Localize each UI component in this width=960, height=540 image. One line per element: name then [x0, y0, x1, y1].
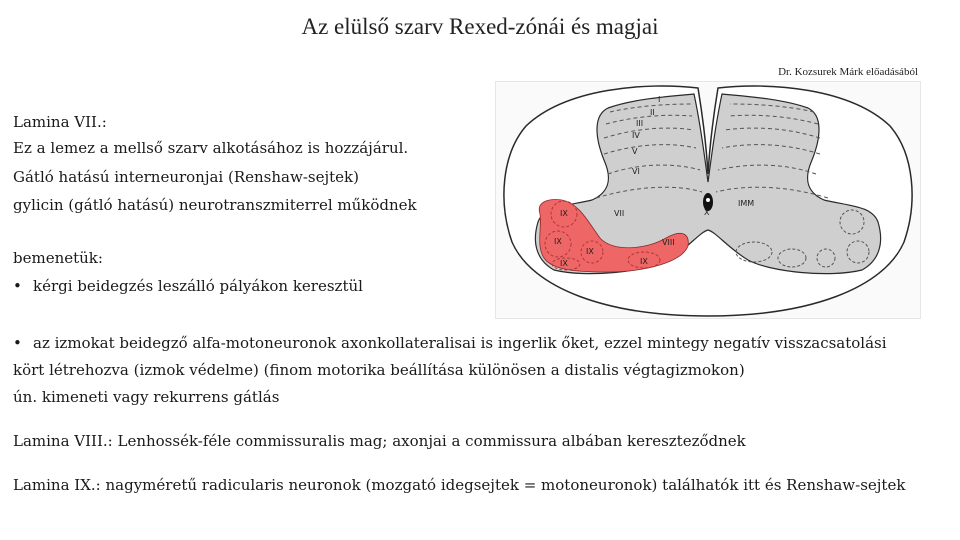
label-lamina-iii: III	[636, 119, 644, 128]
label-lamina-ix: IX	[560, 209, 568, 218]
slide-title: Az elülső szarv Rexed-zónái és magjai	[301, 14, 659, 39]
label-lamina-i: I	[658, 95, 661, 104]
bullet-symbol: •	[13, 277, 22, 295]
bullet-continuation: kört létrehozva (izmok védelme) (finom motorika beállítása különösen a distalis végtagizmokon)	[13, 361, 745, 379]
bullet-item	[13, 273, 363, 299]
rexed-laminae-figure	[495, 81, 921, 319]
lamina7-line: Gátló hatású interneuronjai (Renshaw-sejtek)	[13, 168, 359, 186]
lamina8-text: Lamina VIII.: Lenhossék-féle commissuralis mag; axonjai a commissura albában kereszteződnek	[13, 432, 746, 450]
label-lamina-ix: IX	[640, 257, 648, 266]
lamina9-text: Lamina IX.: nagyméretű radicularis neuronok (mozgató idegsejtek = motoneuronok) találhatók itt és Renshaw-sejtek	[13, 476, 906, 494]
label-lamina-ii: II	[650, 108, 655, 117]
label-lamina-x: X	[704, 208, 710, 217]
inputs-heading: bemenetük:	[13, 249, 103, 267]
bullet-text: kérgi beidegzés leszálló pályákon keresztül	[33, 277, 363, 295]
label-lamina-ix: IX	[560, 259, 568, 268]
label-lamina-iv: IV	[632, 131, 640, 140]
bullet-text: az izmokat beidegző alfa-motoneuronok axonkollateralisai is ingerlik őket, ezzel mintegy negatív visszacsatolási	[33, 334, 887, 352]
label-imm: IMM	[738, 199, 755, 208]
label-lamina-ix: IX	[586, 247, 594, 256]
label-lamina-viii: VIII	[662, 238, 675, 247]
label-lamina-ix: IX	[554, 237, 562, 246]
bullet-continuation: ún. kimeneti vagy rekurrens gátlás	[13, 388, 280, 406]
bullet-item	[13, 330, 887, 356]
label-lamina-vi: VI	[632, 167, 640, 176]
lamina7-line: Ez a lemez a mellső szarv alkotásához is hozzájárul.	[13, 139, 409, 157]
label-lamina-v: V	[632, 147, 638, 156]
spinal-cord-diagram	[496, 82, 920, 318]
lamina7-line: gylicin (gátló hatású) neurotranszmiterrel működnek	[13, 196, 417, 214]
credit-line: Dr. Kozsurek Márk előadásából	[778, 66, 918, 78]
lamina7-heading: Lamina VII.:	[13, 113, 107, 131]
label-lamina-vii: VII	[614, 209, 625, 218]
central-canal-lumen	[706, 198, 710, 202]
bullet-symbol: •	[13, 334, 22, 352]
